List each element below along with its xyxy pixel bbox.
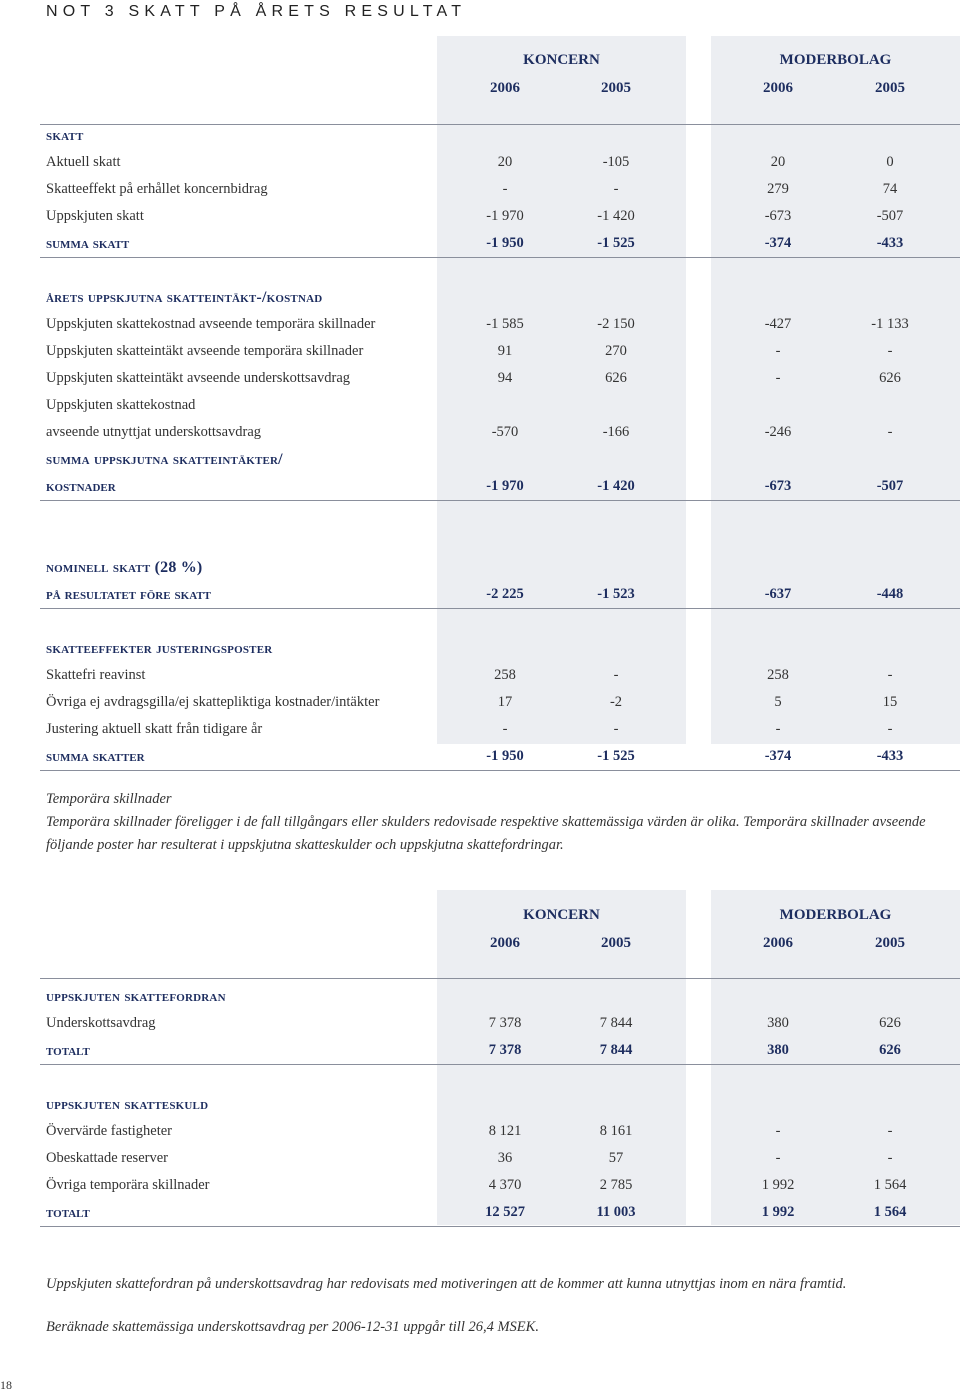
cell-value: - — [887, 424, 893, 440]
section-header-row — [0, 983, 960, 1010]
cell-value: -507 — [876, 208, 904, 224]
row-label: kostnader — [46, 478, 116, 495]
note-text: Temporära skillnader föreligger i de fall tillgångars eller skulders redovisade respektive skattemässiga värden är olika. Temporära skillnader avseende följande poster har resulterat i uppskjutna skatteskulder och uppskjutna skattefordringar. — [46, 814, 926, 853]
cell-value: 0 — [886, 154, 894, 170]
koncern-header: KONCERN — [523, 907, 600, 923]
section-header-row — [0, 122, 960, 149]
row-label: uppskjuten skattefordran — [46, 988, 226, 1005]
row-label: Underskottsavdrag — [46, 1015, 156, 1031]
table-row — [0, 311, 960, 338]
table-row — [0, 1172, 960, 1199]
row-label: Uppskjuten skatteintäkt avseende underskottsavdrag — [46, 370, 351, 386]
cell-value: -448 — [876, 586, 904, 602]
cell-value: 1 564 — [873, 1204, 907, 1220]
cell-value: - — [775, 1150, 781, 1166]
blank-row — [0, 500, 960, 527]
table-row — [0, 149, 960, 176]
cell-value: -1 133 — [871, 316, 909, 332]
total-row — [0, 581, 960, 608]
cell-value: -1 970 — [486, 208, 524, 224]
cell-value: - — [613, 667, 619, 683]
cell-value: -374 — [764, 748, 792, 764]
cell-value: - — [775, 343, 781, 359]
cell-value: 626 — [605, 370, 627, 386]
cell-value: 20 — [497, 154, 513, 170]
cell-value: -1 420 — [597, 478, 635, 494]
cell-value: - — [775, 370, 781, 386]
cell-value: - — [887, 667, 893, 683]
cell-value: -433 — [876, 748, 904, 764]
cell-value: -1 525 — [597, 235, 635, 251]
year-header: 2006 — [490, 80, 520, 96]
page-title: NOT 3 SKATT PÅ ÅRETS RESULTAT — [46, 3, 467, 20]
cell-value: 8 161 — [599, 1123, 633, 1139]
row-label: Uppskjuten skatteintäkt avseende temporära skillnader — [46, 343, 364, 359]
row-label: summa skatter — [46, 748, 145, 765]
total-row — [0, 1199, 960, 1226]
row-label: Övriga ej avdragsgilla/ej skattepliktiga kostnader/intäkter — [46, 694, 380, 710]
cell-value: -374 — [764, 235, 792, 251]
cell-value: 4 370 — [488, 1177, 522, 1193]
table-row — [0, 716, 960, 743]
row-label: Aktuell skatt — [46, 154, 121, 170]
cell-value: 12 527 — [485, 1204, 525, 1220]
moderbolag-header: MODERBOLAG — [779, 52, 892, 68]
row-label: på resultatet före skatt — [46, 586, 212, 603]
row-label: skatteeffekter justeringsposter — [46, 640, 273, 657]
cell-value: -507 — [876, 478, 904, 494]
cell-value: -570 — [491, 424, 519, 440]
cell-value: 15 — [882, 694, 898, 710]
cell-value: 258 — [767, 667, 789, 683]
table-row — [0, 1145, 960, 1172]
cell-value: 7 844 — [599, 1042, 633, 1058]
table2-top-rule — [40, 978, 960, 979]
page-number: 18 — [0, 1378, 12, 1392]
note-heading: Temporära skillnader — [46, 791, 172, 807]
year-header: 2006 — [763, 80, 793, 96]
cell-value: 626 — [879, 370, 901, 386]
table-row — [0, 689, 960, 716]
cell-value: - — [775, 721, 781, 737]
blank-row — [0, 257, 960, 284]
section-header-row — [0, 635, 960, 662]
row-label: uppskjuten skatteskuld — [46, 1096, 209, 1113]
row-label: Skattefri reavinst — [46, 667, 146, 683]
cell-value: 380 — [767, 1042, 789, 1058]
row-label: Uppskjuten skattekostnad — [46, 397, 196, 413]
cell-value: - — [502, 721, 508, 737]
year-header: 2005 — [875, 935, 905, 951]
year-header: 2005 — [601, 80, 631, 96]
table-row — [0, 419, 960, 446]
cell-value: - — [887, 1150, 893, 1166]
cell-value: 2 785 — [599, 1177, 633, 1193]
cell-value: 57 — [608, 1150, 624, 1166]
cell-value: 258 — [494, 667, 516, 683]
cell-value: -166 — [602, 424, 630, 440]
cell-value: - — [887, 1123, 893, 1139]
cell-value: -1 970 — [486, 478, 524, 494]
cell-value: 1 564 — [873, 1177, 907, 1193]
cell-value: 74 — [882, 181, 898, 197]
cell-value: 7 378 — [488, 1042, 522, 1058]
table-row — [0, 662, 960, 689]
cell-value: 7 844 — [599, 1015, 633, 1031]
row-label: nominell skatt (28 %) — [46, 559, 203, 576]
section-header-row — [0, 1091, 960, 1118]
cell-value: 17 — [497, 694, 513, 710]
cell-value: -1 523 — [597, 586, 635, 602]
row-label: Uppskjuten skatt — [46, 208, 144, 224]
cell-value: 1 992 — [761, 1204, 795, 1220]
row-label: avseende utnyttjat underskottsavdrag — [46, 424, 262, 440]
row-label: skatt — [46, 127, 84, 144]
cell-value: -427 — [764, 316, 792, 332]
row-label: Skatteeffekt på erhållet koncernbidrag — [46, 181, 268, 197]
koncern-header: KONCERN — [523, 52, 600, 68]
cell-value: -2 225 — [486, 586, 524, 602]
total-row — [0, 743, 960, 770]
section-header-row — [0, 554, 960, 581]
total-row — [0, 473, 960, 500]
year-header: 2006 — [490, 935, 520, 951]
row-label: Obeskattade reserver — [46, 1150, 168, 1166]
year-header: 2005 — [875, 80, 905, 96]
cell-value: -1 950 — [486, 235, 524, 251]
cell-value: 36 — [497, 1150, 513, 1166]
table-row — [0, 203, 960, 230]
cell-value: -433 — [876, 235, 904, 251]
row-label: årets uppskjutna skatteintäkt-/kostnad — [46, 289, 323, 306]
cell-value: -105 — [602, 154, 630, 170]
row-label: totalt — [46, 1042, 90, 1059]
row-label: Övriga temporära skillnader — [46, 1177, 210, 1193]
cell-value: 20 — [770, 154, 786, 170]
moderbolag-header: MODERBOLAG — [779, 907, 892, 923]
blank-row — [0, 1064, 960, 1091]
total-rule — [40, 770, 960, 771]
cell-value: -246 — [764, 424, 792, 440]
table-row — [0, 338, 960, 365]
cell-value: 8 121 — [488, 1123, 522, 1139]
blank-row — [0, 608, 960, 635]
cell-value: 11 003 — [596, 1204, 636, 1220]
row-label: Övervärde fastigheter — [46, 1123, 173, 1139]
table-row — [0, 365, 960, 392]
cell-value: 626 — [879, 1015, 901, 1031]
cell-value: - — [775, 1123, 781, 1139]
row-label: summa skatt — [46, 235, 130, 252]
table-row — [0, 176, 960, 203]
cell-value: -2 150 — [597, 316, 635, 332]
cell-value: 91 — [497, 343, 513, 359]
cell-value: 5 — [774, 694, 782, 710]
year-header: 2005 — [601, 935, 631, 951]
cell-value: 279 — [767, 181, 789, 197]
cell-value: - — [613, 181, 619, 197]
cell-value: 7 378 — [488, 1015, 522, 1031]
cell-value: 1 992 — [761, 1177, 795, 1193]
cell-value: -673 — [764, 208, 792, 224]
row-label: Justering aktuell skatt från tidigare år — [46, 721, 263, 737]
row-label: Uppskjuten skattekostnad avseende temporära skillnader — [46, 316, 376, 332]
table-row — [0, 1118, 960, 1145]
cell-value: - — [887, 343, 893, 359]
cell-value: - — [613, 721, 619, 737]
total-row — [0, 230, 960, 257]
cell-value: -1 525 — [597, 748, 635, 764]
cell-value: -1 585 — [486, 316, 524, 332]
cell-value: -673 — [764, 478, 792, 494]
total-row — [0, 1037, 960, 1064]
year-header: 2006 — [763, 935, 793, 951]
cell-value: 626 — [879, 1042, 901, 1058]
cell-value: 380 — [767, 1015, 789, 1031]
section-header-row — [0, 284, 960, 311]
row-label: summa uppskjutna skatteintäkter/ — [46, 451, 283, 468]
cell-value: 94 — [497, 370, 513, 386]
cell-value: -2 — [609, 694, 623, 710]
total-rule — [40, 1226, 960, 1227]
table-row — [0, 392, 960, 419]
cell-value: - — [502, 181, 508, 197]
note-deferred-tax-asset: Uppskjuten skattefordran på underskottsavdrag har redovisats med motiveringen att de kommer att kunna utnyttjas inom en nära framtid. — [46, 1276, 847, 1292]
note-tax-loss: Beräknade skattemässiga underskottsavdrag per 2006-12-31 uppgår till 26,4 MSEK. — [46, 1319, 539, 1335]
table-row — [0, 1010, 960, 1037]
cell-value: -1 420 — [597, 208, 635, 224]
blank-row — [0, 527, 960, 554]
cell-value: -1 950 — [486, 748, 524, 764]
cell-value: 270 — [605, 343, 627, 359]
row-label: totalt — [46, 1204, 90, 1221]
section-header-row — [0, 446, 960, 473]
cell-value: -637 — [764, 586, 792, 602]
cell-value: - — [887, 721, 893, 737]
